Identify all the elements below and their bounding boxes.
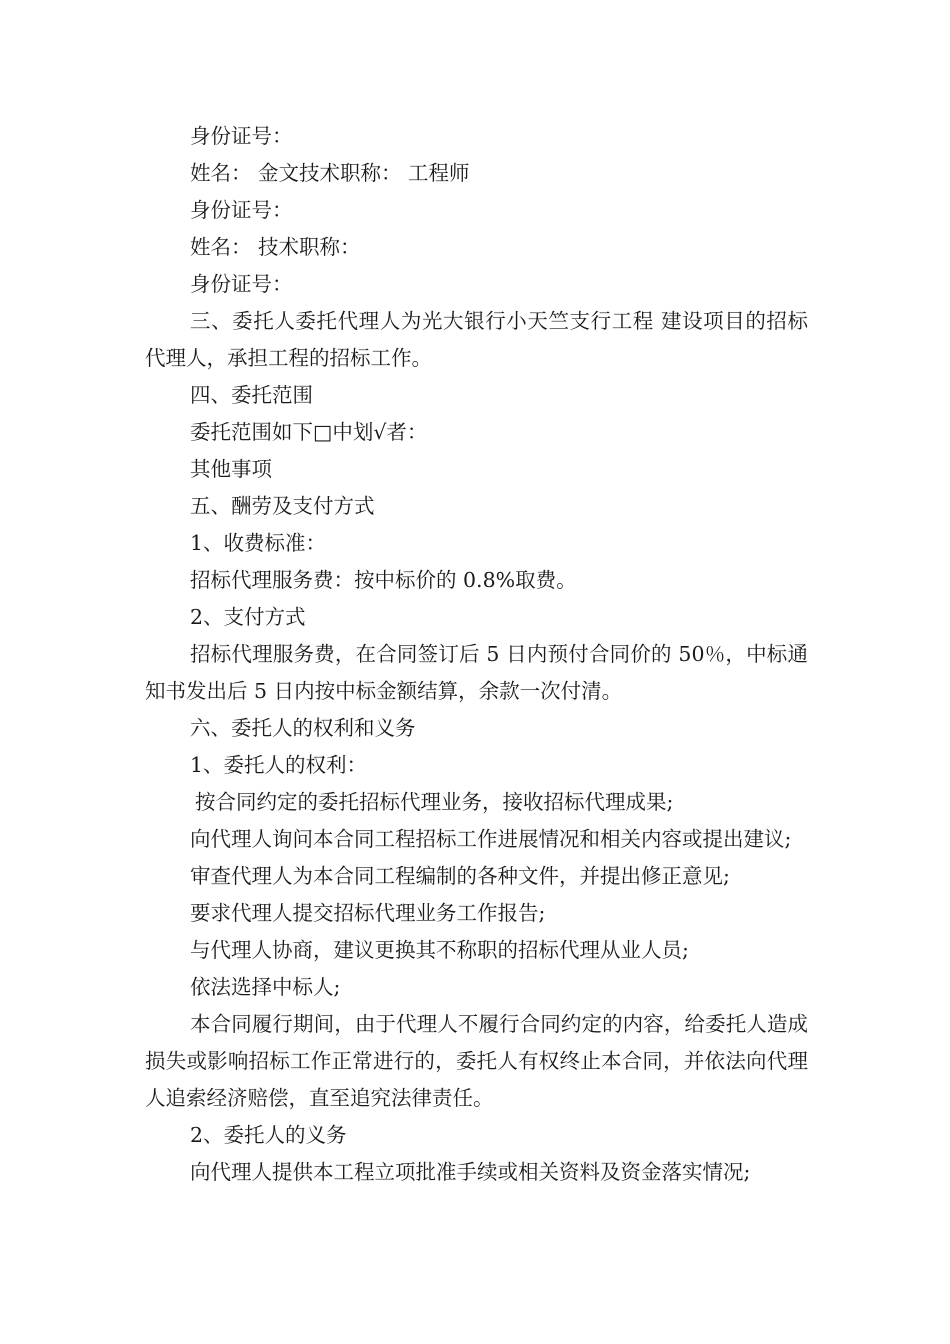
paragraph-right-select-bidder: 依法选择中标人; bbox=[190, 975, 341, 999]
paragraph-scope: 委托范围如下□中划√者： bbox=[190, 420, 428, 444]
document-body bbox=[145, 118, 808, 1191]
heading-payment-method: 2、支付方式 bbox=[190, 605, 306, 629]
paragraph-id-number-3: 身份证号： bbox=[190, 272, 293, 296]
paragraph-section-three: 三、委托人委托代理人为光大银行小天竺支行工程 建设项目的招标代理人，承担工程的招标工作。 bbox=[145, 309, 808, 370]
paragraph-right-replace-staff: 与代理人协商，建议更换其不称职的招标代理从业人员; bbox=[190, 938, 689, 962]
heading-section-four: 四、委托范围 bbox=[190, 383, 313, 407]
heading-principal-rights: 1、委托人的权利： bbox=[190, 753, 368, 777]
paragraph-name-blank: 姓名： 技术职称： bbox=[190, 235, 361, 259]
paragraph-right-report: 要求代理人提交招标代理业务工作报告; bbox=[190, 901, 546, 925]
paragraph-other-items: 其他事项 bbox=[190, 457, 272, 481]
paragraph-id-number-1: 身份证号： bbox=[190, 124, 293, 148]
heading-section-five: 五、酬劳及支付方式 bbox=[190, 494, 375, 518]
paragraph-fee-rate: 招标代理服务费：按中标价的 0.8%取费。 bbox=[190, 568, 577, 592]
heading-section-six: 六、委托人的权利和义务 bbox=[190, 716, 416, 740]
paragraph-right-review: 审查代理人为本合同工程编制的各种文件，并提出修正意见; bbox=[190, 864, 730, 888]
paragraph-right-inquire: 向代理人询问本合同工程招标工作进展情况和相关内容或提出建议; bbox=[190, 827, 792, 851]
paragraph-obligation-provide-docs: 向代理人提供本工程立项批准手续或相关资料及资金落实情况; bbox=[190, 1160, 751, 1184]
paragraph-right-terminate: 本合同履行期间，由于代理人不履行合同约定的内容，给委托人造成损失或影响招标工作正常进行的，委托人有权终止本合同，并依法向代理人追索经济赔偿，直至追究法律责任。 bbox=[145, 1012, 808, 1110]
paragraph-payment-terms: 招标代理服务费，在合同签订后 5 日内预付合同价的 50％，中标通知书发出后 5 日内按中标金额结算，余款一次付清。 bbox=[145, 642, 808, 703]
paragraph-right-receive-results: 按合同约定的委托招标代理业务，接收招标代理成果; bbox=[195, 790, 674, 814]
heading-principal-obligations: 2、委托人的义务 bbox=[190, 1123, 347, 1147]
paragraph-id-number-2: 身份证号： bbox=[190, 198, 293, 222]
paragraph-name-jinwen: 姓名： 金文技术职称： 工程师 bbox=[190, 161, 470, 185]
heading-fee-standard: 1、收费标准： bbox=[190, 531, 327, 555]
